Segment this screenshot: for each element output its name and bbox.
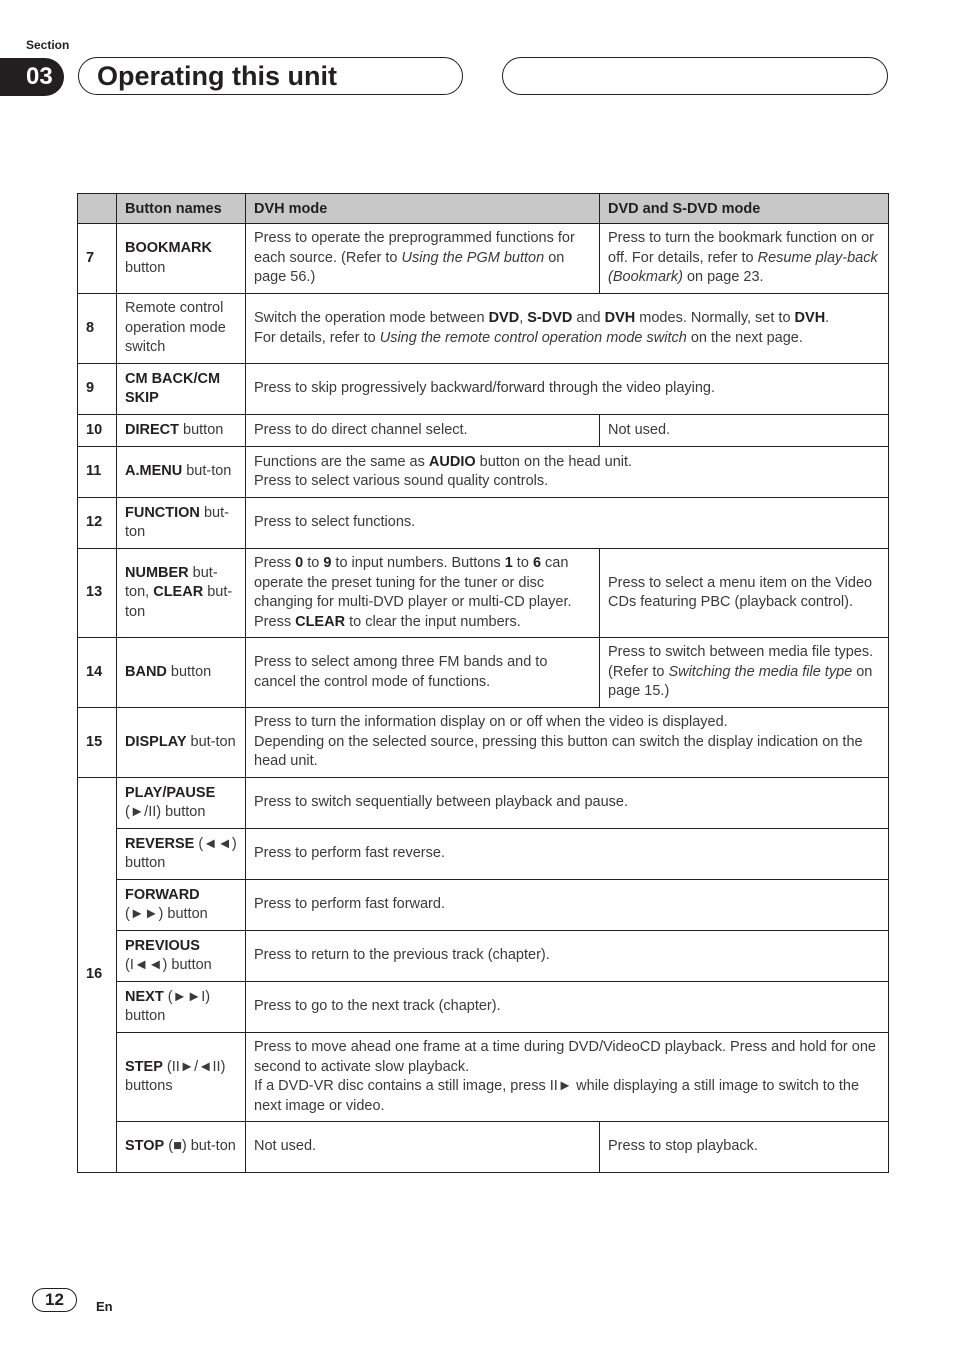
button-name: DISPLAY but-ton: [117, 708, 246, 778]
dvd-desc: Press to stop playback.: [600, 1122, 889, 1173]
button-name: NEXT (►►I) button: [117, 982, 246, 1033]
desc: Press to skip progressively backward/forward through the video playing.: [246, 364, 889, 415]
row-number: 11: [78, 447, 117, 498]
table-row: [78, 982, 889, 1033]
row-number: 15: [78, 708, 117, 778]
table-row: [78, 549, 889, 638]
header-button-names: Button names: [117, 194, 246, 224]
table-row: [78, 880, 889, 931]
desc: Functions are the same as AUDIO button on the head unit. Press to select various sound quality controls.: [246, 447, 889, 498]
row-number: 12: [78, 498, 117, 549]
dvh-desc: Not used.: [246, 1122, 600, 1173]
button-name: REVERSE (◄◄) button: [117, 829, 246, 880]
table-row: [78, 638, 889, 708]
table-row: [78, 498, 889, 549]
dvd-desc: Not used.: [600, 415, 889, 447]
row-number: 9: [78, 364, 117, 415]
button-name: PLAY/PAUSE (►/II) button: [117, 778, 246, 829]
row-number: 8: [78, 294, 117, 364]
button-name: BAND button: [117, 638, 246, 708]
table-row: [78, 294, 889, 364]
section-label: Section: [26, 38, 70, 52]
section-number: 03: [0, 58, 64, 96]
row-number: 7: [78, 224, 117, 294]
row-number: 13: [78, 549, 117, 638]
table-row: [78, 447, 889, 498]
dvd-desc: Press to select a menu item on the Video CDs featuring PBC (playback control).: [600, 549, 889, 638]
button-functions-table: [77, 193, 889, 1173]
desc: Press to switch sequentially between playback and pause.: [246, 778, 889, 829]
desc: Press to turn the information display on or off when the video is displayed. Depending on the selected source, pressing this button can switch the display indication on the head unit.: [246, 708, 889, 778]
button-name: STEP (II►/◄II) buttons: [117, 1033, 246, 1122]
header-num: [78, 194, 117, 224]
subtitle-frame: [502, 57, 888, 95]
button-name: FORWARD (►►) button: [117, 880, 246, 931]
desc: Press to select functions.: [246, 498, 889, 549]
dvh-desc: Press to select among three FM bands and to cancel the control mode of functions.: [246, 638, 600, 708]
table-header-row: [78, 194, 889, 224]
table-row: [78, 708, 889, 778]
desc: Press to return to the previous track (chapter).: [246, 931, 889, 982]
table-row: [78, 778, 889, 829]
desc: Press to perform fast reverse.: [246, 829, 889, 880]
dvh-desc: Press to do direct channel select.: [246, 415, 600, 447]
button-name: FUNCTION but-ton: [117, 498, 246, 549]
table-row: [78, 829, 889, 880]
table-row: [78, 364, 889, 415]
table-row: [78, 931, 889, 982]
desc: Press to go to the next track (chapter).: [246, 982, 889, 1033]
table-row: [78, 1122, 889, 1173]
dvd-desc: Press to turn the bookmark function on or off. For details, refer to Resume play-back (Bookmark) on page 23.: [600, 224, 889, 294]
dvd-desc: Press to switch between media file types. (Refer to Switching the media file type on page 15.): [600, 638, 889, 708]
row-number: 16: [78, 778, 117, 1173]
header-dvd-mode: DVD and S-DVD mode: [600, 194, 889, 224]
button-name: DIRECT button: [117, 415, 246, 447]
row-number: 14: [78, 638, 117, 708]
desc: Press to move ahead one frame at a time during DVD/VideoCD playback. Press and hold for one second to activate slow playback. If a DVD-VR disc contains a still image, press II► while displaying a still image to switch to the next image or video.: [246, 1033, 889, 1122]
button-name: Remote control operation mode switch: [117, 294, 246, 364]
button-name: CM BACK/CM SKIP: [117, 364, 246, 415]
table-row: [78, 1033, 889, 1122]
dvh-desc: Press 0 to 9 to input numbers. Buttons 1 to 6 can operate the preset tuning for the tuner or disc changing for multi-DVD player or multi-CD player. Press CLEAR to clear the input numbers.: [246, 549, 600, 638]
desc: Switch the operation mode between DVD, S-DVD and DVH modes. Normally, set to DVH. For details, refer to Using the remote control operation mode switch on the next page.: [246, 294, 889, 364]
button-name: PREVIOUS (I◄◄) button: [117, 931, 246, 982]
page-number: 12: [32, 1288, 77, 1312]
page-title: Operating this unit: [97, 61, 337, 91]
row-number: 10: [78, 415, 117, 447]
button-name: A.MENU but-ton: [117, 447, 246, 498]
table-row: [78, 224, 889, 294]
button-name: BOOKMARK button: [117, 224, 246, 294]
dvh-desc: Press to operate the preprogrammed functions for each source. (Refer to Using the PGM button on page 56.): [246, 224, 600, 294]
table-row: [78, 415, 889, 447]
header-dvh-mode: DVH mode: [246, 194, 600, 224]
button-name: STOP (■) but-ton: [117, 1122, 246, 1173]
language-label: En: [96, 1299, 113, 1314]
button-name: NUMBER but-ton, CLEAR but-ton: [117, 549, 246, 638]
desc: Press to perform fast forward.: [246, 880, 889, 931]
